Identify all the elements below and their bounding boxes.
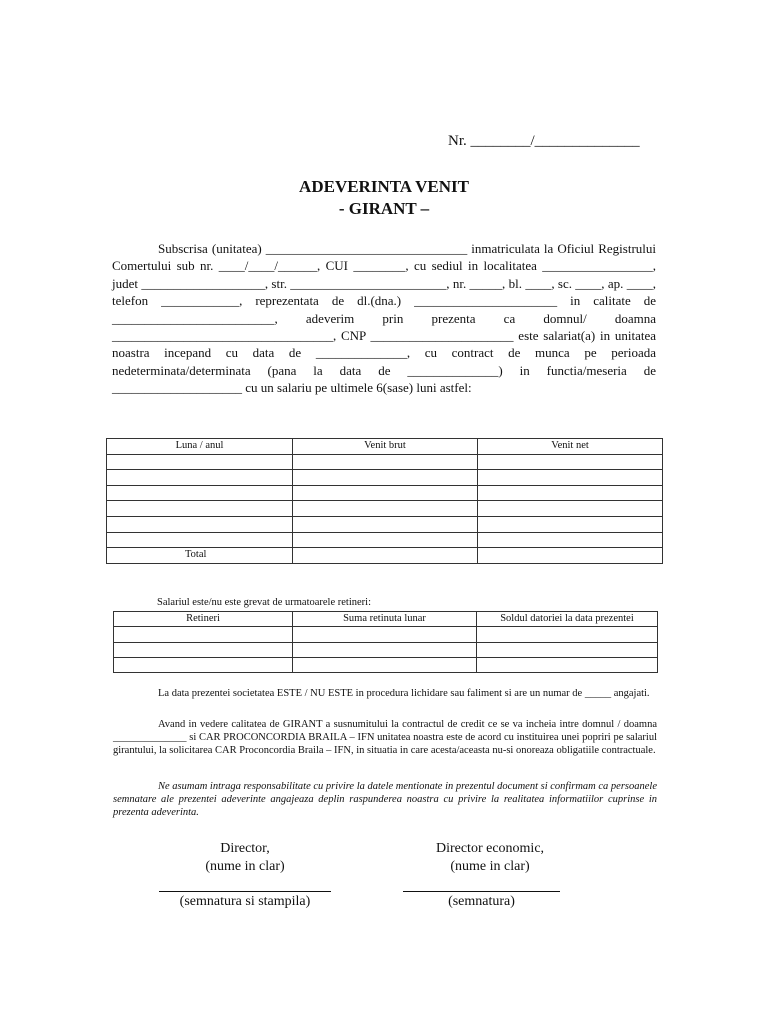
col-header-retineri: Retineri <box>114 612 293 627</box>
document-number: Nr. ________/______________ <box>448 133 640 149</box>
col-header-venit-brut: Venit brut <box>293 439 478 455</box>
retineri-intro: Salariul este/nu este grevat de urmatoarele retineri: <box>157 597 371 608</box>
economic-signature-block <box>400 840 580 876</box>
director-sign-label: (semnatura si stampila) <box>179 894 311 909</box>
table-row <box>107 454 663 470</box>
total-row <box>107 548 663 564</box>
table-row <box>107 485 663 501</box>
intro-paragraph: Subscrisa (unitatea) _______________________________ inmatriculata la Oficiul Registrului Comertului sub nr. ____/____/______, CUI ________, cu sediul in localitatea _________________, judet ___________________, str. ________________________, nr. _____, bl. ____, sc. ____, ap. ____, telefon ____________, reprezentata de dl.(dna.) ______________________ in calitate de _________________________, adeverim prin prezenta ca domnul/ doamna __________________________________, CNP ______________________ este salariat(a) in unitatea noastra incepand cu data de ______________, cu contract de munca pe perioada nedeterminata/determinata (pana la data de ______________) in functia/meseria de ____________________ cu un salariu pe ultimele 6(sase) luni astfel: <box>112 241 656 396</box>
table-row <box>114 642 658 657</box>
table-row <box>114 627 658 642</box>
economic-label: Director economic, <box>435 841 545 856</box>
col-header-luna: Luna / anul <box>107 439 293 455</box>
col-header-suma: Suma retinuta lunar <box>293 612 477 627</box>
director-label: Director, <box>220 841 270 856</box>
table-row <box>107 532 663 548</box>
table-row <box>107 470 663 486</box>
table-row <box>107 501 663 517</box>
economic-sign-label: (semnatura) <box>448 894 515 909</box>
responsabilitate-paragraph: Ne asumam intraga responsabilitate cu privire la datele mentionate in prezentul document si confirmam ca persoanele semnatare ale prezentei adeverinte angajeaza deplin raspunderea noastra cu privire la realitatea informatiilor cuprinse in prezenta adeverinta. <box>113 781 657 818</box>
document-subtitle: - GIRANT – <box>338 199 430 218</box>
table-row <box>114 657 658 672</box>
director-signature-block <box>159 840 331 876</box>
table-row <box>107 516 663 532</box>
document-title: ADEVERINTA VENIT <box>299 177 469 196</box>
income-table <box>106 438 663 564</box>
retineri-table <box>113 611 658 673</box>
total-label: Total <box>107 548 293 564</box>
lichidare-paragraph: La data prezentei societatea ESTE / NU ESTE in procedura lichidare sau faliment si are un numar de _____ angajati. <box>158 688 650 699</box>
director-signature-line <box>159 891 331 892</box>
table-header-row <box>114 612 658 627</box>
col-header-sold: Soldul datoriei la data prezentei <box>477 612 658 627</box>
girant-paragraph: Avand in vedere calitatea de GIRANT a susnumitului la contractul de credit ce se va incheia intre domnul / doamna ______________ si CAR PROCONCORDIA BRAILA – IFN unitatea noastra este de acord cu instituirea unei popriri pe salariul girantului, la solicitarea CAR Proconcordia Braila – IFN, in situatia in care acesta/aceasta nu-si onoreaza obligatiile contractuale. <box>113 719 657 756</box>
economic-signature-line <box>403 891 560 892</box>
table-header-row <box>107 439 663 455</box>
economic-name-label: (nume in clar) <box>450 859 530 874</box>
col-header-venit-net: Venit net <box>478 439 663 455</box>
director-name-label: (nume in clar) <box>205 859 285 874</box>
